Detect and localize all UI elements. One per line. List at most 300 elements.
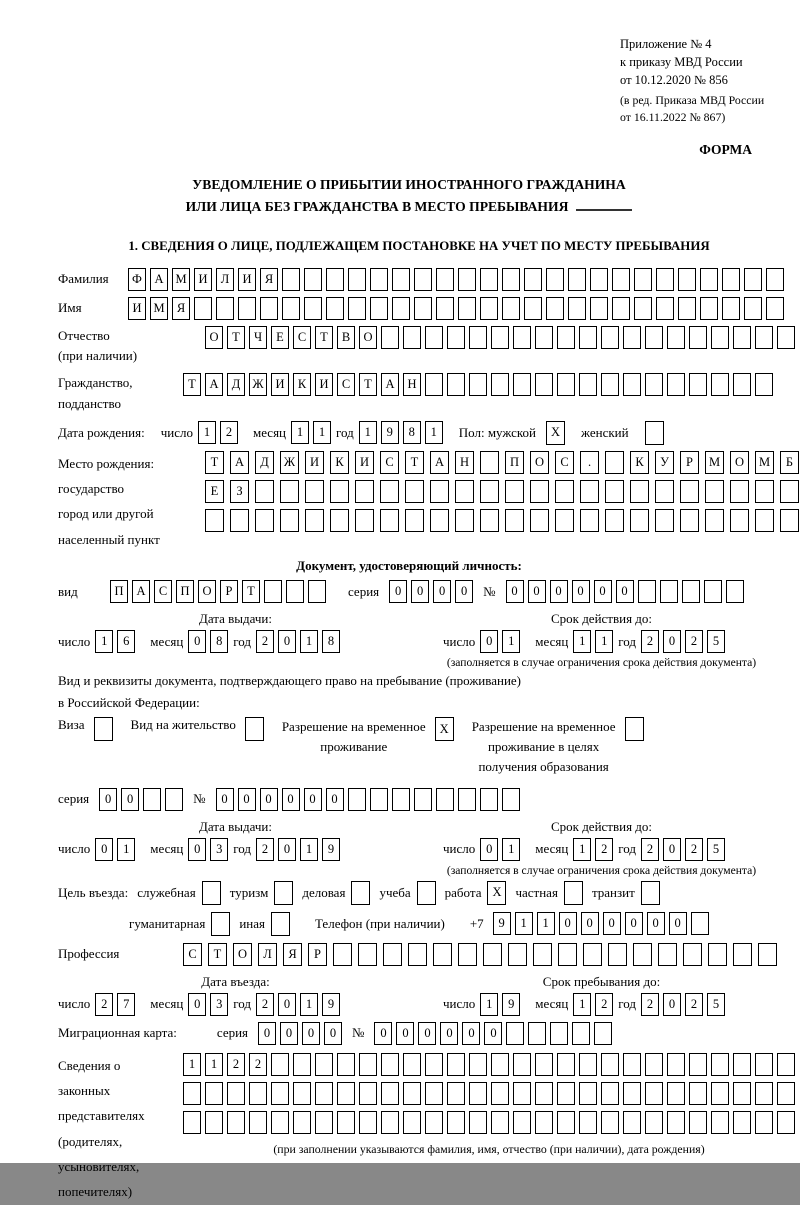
char-box[interactable]: [733, 943, 752, 966]
char-box[interactable]: 0: [480, 630, 498, 653]
temp-residence-checkbox[interactable]: X: [435, 717, 454, 741]
char-box[interactable]: [458, 788, 476, 811]
char-box[interactable]: С: [154, 580, 172, 603]
char-box[interactable]: [744, 297, 762, 320]
char-box[interactable]: [502, 297, 520, 320]
char-box[interactable]: [458, 943, 477, 966]
char-box[interactable]: [601, 373, 619, 396]
char-box[interactable]: 8: [403, 421, 421, 444]
char-box[interactable]: Ж: [280, 451, 299, 474]
char-box[interactable]: И: [305, 451, 324, 474]
char-box[interactable]: 9: [493, 912, 511, 935]
purpose-private-checkbox[interactable]: [564, 881, 583, 905]
char-box[interactable]: [381, 1082, 399, 1105]
char-box[interactable]: И: [355, 451, 374, 474]
char-box[interactable]: [780, 480, 799, 503]
char-box[interactable]: [689, 1053, 707, 1076]
char-box[interactable]: [355, 480, 374, 503]
char-box[interactable]: [667, 373, 685, 396]
char-box[interactable]: [733, 1053, 751, 1076]
char-box[interactable]: [330, 480, 349, 503]
char-box[interactable]: [447, 326, 465, 349]
char-box[interactable]: [535, 1082, 553, 1105]
char-box[interactable]: Е: [271, 326, 289, 349]
char-box[interactable]: 0: [304, 788, 322, 811]
char-box[interactable]: [380, 509, 399, 532]
char-box[interactable]: [392, 297, 410, 320]
char-box[interactable]: [381, 1053, 399, 1076]
char-box[interactable]: С: [555, 451, 574, 474]
char-box[interactable]: 0: [663, 993, 681, 1016]
char-box[interactable]: 5: [707, 630, 725, 653]
char-box[interactable]: [645, 1082, 663, 1105]
char-box[interactable]: [535, 1111, 553, 1134]
char-box[interactable]: [430, 480, 449, 503]
char-box[interactable]: [205, 1111, 223, 1134]
char-box[interactable]: [458, 268, 476, 291]
char-box[interactable]: [414, 788, 432, 811]
char-box[interactable]: [605, 480, 624, 503]
char-box[interactable]: [726, 580, 744, 603]
char-box[interactable]: [580, 509, 599, 532]
char-box[interactable]: [403, 326, 421, 349]
char-box[interactable]: 9: [381, 421, 399, 444]
char-box[interactable]: [425, 1053, 443, 1076]
char-box[interactable]: [436, 788, 454, 811]
char-box[interactable]: [255, 509, 274, 532]
char-box[interactable]: [601, 1082, 619, 1105]
char-box[interactable]: [711, 1111, 729, 1134]
char-box[interactable]: [315, 1053, 333, 1076]
char-box[interactable]: [293, 1082, 311, 1105]
char-box[interactable]: [601, 1053, 619, 1076]
char-box[interactable]: [403, 1053, 421, 1076]
char-box[interactable]: [689, 326, 707, 349]
char-box[interactable]: [513, 1082, 531, 1105]
char-box[interactable]: [308, 580, 326, 603]
char-box[interactable]: 0: [278, 993, 296, 1016]
char-box[interactable]: 1: [573, 630, 591, 653]
char-box[interactable]: А: [381, 373, 399, 396]
char-box[interactable]: Т: [242, 580, 260, 603]
char-box[interactable]: Т: [183, 373, 201, 396]
char-box[interactable]: И: [315, 373, 333, 396]
char-box[interactable]: [381, 1111, 399, 1134]
char-box[interactable]: [305, 480, 324, 503]
char-box[interactable]: О: [359, 326, 377, 349]
char-box[interactable]: 0: [594, 580, 612, 603]
char-box[interactable]: 0: [647, 912, 665, 935]
char-box[interactable]: О: [233, 943, 252, 966]
char-box[interactable]: 0: [396, 1022, 414, 1045]
char-box[interactable]: 9: [502, 993, 520, 1016]
char-box[interactable]: 1: [573, 838, 591, 861]
char-box[interactable]: [546, 297, 564, 320]
char-box[interactable]: [383, 943, 402, 966]
char-box[interactable]: [305, 509, 324, 532]
char-box[interactable]: Р: [220, 580, 238, 603]
purpose-tourism-checkbox[interactable]: [274, 881, 293, 905]
char-box[interactable]: [333, 943, 352, 966]
char-box[interactable]: [348, 268, 366, 291]
char-box[interactable]: [630, 509, 649, 532]
char-box[interactable]: [271, 1111, 289, 1134]
char-box[interactable]: [708, 943, 727, 966]
char-box[interactable]: 0: [506, 580, 524, 603]
char-box[interactable]: Я: [283, 943, 302, 966]
char-box[interactable]: [506, 1022, 524, 1045]
char-box[interactable]: [608, 943, 627, 966]
char-box[interactable]: [508, 943, 527, 966]
char-box[interactable]: [469, 1053, 487, 1076]
char-box[interactable]: 0: [418, 1022, 436, 1045]
char-box[interactable]: И: [238, 268, 256, 291]
char-box[interactable]: [601, 326, 619, 349]
char-box[interactable]: 1: [502, 838, 520, 861]
char-box[interactable]: 2: [256, 838, 274, 861]
char-box[interactable]: [658, 943, 677, 966]
char-box[interactable]: 1: [198, 421, 216, 444]
char-box[interactable]: [359, 1082, 377, 1105]
char-box[interactable]: [579, 1082, 597, 1105]
char-box[interactable]: [513, 373, 531, 396]
char-box[interactable]: Н: [403, 373, 421, 396]
char-box[interactable]: 0: [581, 912, 599, 935]
char-box[interactable]: 1: [291, 421, 309, 444]
char-box[interactable]: [271, 1053, 289, 1076]
char-box[interactable]: [165, 788, 183, 811]
char-box[interactable]: К: [330, 451, 349, 474]
char-box[interactable]: М: [705, 451, 724, 474]
char-box[interactable]: [711, 326, 729, 349]
char-box[interactable]: [655, 480, 674, 503]
char-box[interactable]: Т: [208, 943, 227, 966]
char-box[interactable]: С: [293, 326, 311, 349]
char-box[interactable]: [480, 297, 498, 320]
char-box[interactable]: [230, 509, 249, 532]
char-box[interactable]: 1: [95, 630, 113, 653]
char-box[interactable]: [558, 943, 577, 966]
char-box[interactable]: [513, 1111, 531, 1134]
char-box[interactable]: [678, 268, 696, 291]
char-box[interactable]: [579, 326, 597, 349]
char-box[interactable]: [505, 509, 524, 532]
char-box[interactable]: [705, 480, 724, 503]
char-box[interactable]: 6: [117, 630, 135, 653]
char-box[interactable]: [557, 1053, 575, 1076]
char-box[interactable]: [755, 373, 773, 396]
char-box[interactable]: [546, 268, 564, 291]
char-box[interactable]: [524, 297, 542, 320]
char-box[interactable]: 1: [205, 1053, 223, 1076]
char-box[interactable]: 0: [278, 838, 296, 861]
char-box[interactable]: 1: [537, 912, 555, 935]
char-box[interactable]: [638, 580, 656, 603]
char-box[interactable]: [656, 297, 674, 320]
char-box[interactable]: [282, 268, 300, 291]
char-box[interactable]: [491, 326, 509, 349]
char-box[interactable]: 0: [188, 630, 206, 653]
char-box[interactable]: 1: [117, 838, 135, 861]
char-box[interactable]: [660, 580, 678, 603]
char-box[interactable]: [447, 1111, 465, 1134]
char-box[interactable]: [260, 297, 278, 320]
char-box[interactable]: [634, 268, 652, 291]
char-box[interactable]: [433, 943, 452, 966]
char-box[interactable]: Т: [405, 451, 424, 474]
char-box[interactable]: [733, 373, 751, 396]
char-box[interactable]: [579, 1111, 597, 1134]
char-box[interactable]: [704, 580, 722, 603]
char-box[interactable]: О: [198, 580, 216, 603]
char-box[interactable]: [705, 509, 724, 532]
char-box[interactable]: 3: [210, 993, 228, 1016]
char-box[interactable]: П: [110, 580, 128, 603]
purpose-humanitarian-checkbox[interactable]: [211, 912, 230, 936]
sex-male-checkbox[interactable]: X: [546, 421, 565, 445]
char-box[interactable]: [358, 943, 377, 966]
char-box[interactable]: [480, 268, 498, 291]
char-box[interactable]: 0: [282, 788, 300, 811]
char-box[interactable]: [755, 480, 774, 503]
char-box[interactable]: 2: [685, 630, 703, 653]
char-box[interactable]: [555, 480, 574, 503]
char-box[interactable]: З: [230, 480, 249, 503]
char-box[interactable]: А: [132, 580, 150, 603]
char-box[interactable]: 2: [641, 630, 659, 653]
char-box[interactable]: О: [205, 326, 223, 349]
char-box[interactable]: П: [505, 451, 524, 474]
char-box[interactable]: [286, 580, 304, 603]
char-box[interactable]: [755, 1053, 773, 1076]
char-box[interactable]: [601, 1111, 619, 1134]
char-box[interactable]: 0: [433, 580, 451, 603]
char-box[interactable]: Б: [780, 451, 799, 474]
char-box[interactable]: [680, 480, 699, 503]
char-box[interactable]: [780, 509, 799, 532]
char-box[interactable]: 2: [595, 993, 613, 1016]
char-box[interactable]: 0: [188, 838, 206, 861]
char-box[interactable]: [436, 268, 454, 291]
char-box[interactable]: [667, 1053, 685, 1076]
char-box[interactable]: С: [337, 373, 355, 396]
char-box[interactable]: [722, 297, 740, 320]
char-box[interactable]: [594, 1022, 612, 1045]
char-box[interactable]: [469, 1111, 487, 1134]
char-box[interactable]: [730, 509, 749, 532]
char-box[interactable]: [505, 480, 524, 503]
char-box[interactable]: [205, 1082, 223, 1105]
char-box[interactable]: [143, 788, 161, 811]
char-box[interactable]: [758, 943, 777, 966]
char-box[interactable]: [480, 509, 499, 532]
char-box[interactable]: 7: [117, 993, 135, 1016]
char-box[interactable]: [513, 1053, 531, 1076]
char-box[interactable]: [183, 1111, 201, 1134]
char-box[interactable]: [755, 1082, 773, 1105]
char-box[interactable]: 0: [480, 838, 498, 861]
char-box[interactable]: 0: [95, 838, 113, 861]
char-box[interactable]: [645, 326, 663, 349]
char-box[interactable]: [455, 509, 474, 532]
char-box[interactable]: [689, 1082, 707, 1105]
char-box[interactable]: [491, 373, 509, 396]
char-box[interactable]: Т: [205, 451, 224, 474]
char-box[interactable]: [689, 373, 707, 396]
char-box[interactable]: [255, 480, 274, 503]
char-box[interactable]: [326, 297, 344, 320]
char-box[interactable]: [502, 788, 520, 811]
char-box[interactable]: А: [230, 451, 249, 474]
char-box[interactable]: 0: [188, 993, 206, 1016]
char-box[interactable]: [579, 373, 597, 396]
char-box[interactable]: Н: [455, 451, 474, 474]
char-box[interactable]: [755, 326, 773, 349]
char-box[interactable]: [700, 297, 718, 320]
char-box[interactable]: 0: [258, 1022, 276, 1045]
char-box[interactable]: [405, 509, 424, 532]
char-box[interactable]: О: [530, 451, 549, 474]
char-box[interactable]: П: [176, 580, 194, 603]
char-box[interactable]: [711, 1053, 729, 1076]
char-box[interactable]: 0: [389, 580, 407, 603]
char-box[interactable]: [392, 788, 410, 811]
char-box[interactable]: 1: [595, 630, 613, 653]
char-box[interactable]: [777, 1082, 795, 1105]
char-box[interactable]: 0: [121, 788, 139, 811]
char-box[interactable]: 0: [603, 912, 621, 935]
char-box[interactable]: [264, 580, 282, 603]
char-box[interactable]: [680, 509, 699, 532]
char-box[interactable]: [491, 1053, 509, 1076]
purpose-other-checkbox[interactable]: [271, 912, 290, 936]
char-box[interactable]: [447, 1053, 465, 1076]
char-box[interactable]: [568, 268, 586, 291]
char-box[interactable]: [766, 297, 784, 320]
char-box[interactable]: [555, 509, 574, 532]
char-box[interactable]: 2: [256, 993, 274, 1016]
char-box[interactable]: 3: [210, 838, 228, 861]
char-box[interactable]: [689, 1111, 707, 1134]
char-box[interactable]: .: [580, 451, 599, 474]
char-box[interactable]: [405, 480, 424, 503]
char-box[interactable]: [700, 268, 718, 291]
char-box[interactable]: [414, 268, 432, 291]
char-box[interactable]: К: [630, 451, 649, 474]
char-box[interactable]: А: [430, 451, 449, 474]
char-box[interactable]: [337, 1053, 355, 1076]
char-box[interactable]: О: [730, 451, 749, 474]
char-box[interactable]: [380, 480, 399, 503]
purpose-transit-checkbox[interactable]: [641, 881, 660, 905]
char-box[interactable]: [530, 480, 549, 503]
char-box[interactable]: 0: [625, 912, 643, 935]
char-box[interactable]: 8: [210, 630, 228, 653]
char-box[interactable]: 0: [302, 1022, 320, 1045]
char-box[interactable]: [227, 1082, 245, 1105]
char-box[interactable]: 1: [183, 1053, 201, 1076]
char-box[interactable]: [730, 480, 749, 503]
char-box[interactable]: И: [194, 268, 212, 291]
char-box[interactable]: [535, 326, 553, 349]
char-box[interactable]: [711, 373, 729, 396]
char-box[interactable]: 2: [227, 1053, 245, 1076]
char-box[interactable]: [282, 297, 300, 320]
char-box[interactable]: [623, 1111, 641, 1134]
char-box[interactable]: 0: [559, 912, 577, 935]
char-box[interactable]: 0: [663, 630, 681, 653]
char-box[interactable]: Д: [227, 373, 245, 396]
char-box[interactable]: [630, 480, 649, 503]
char-box[interactable]: [683, 943, 702, 966]
char-box[interactable]: 1: [300, 993, 318, 1016]
char-box[interactable]: [455, 480, 474, 503]
char-box[interactable]: [381, 326, 399, 349]
char-box[interactable]: [227, 1111, 245, 1134]
char-box[interactable]: [425, 1111, 443, 1134]
char-box[interactable]: [330, 509, 349, 532]
char-box[interactable]: [667, 326, 685, 349]
char-box[interactable]: 0: [238, 788, 256, 811]
char-box[interactable]: 0: [572, 580, 590, 603]
char-box[interactable]: 1: [515, 912, 533, 935]
char-box[interactable]: [733, 1111, 751, 1134]
char-box[interactable]: 2: [641, 838, 659, 861]
char-box[interactable]: [755, 1111, 773, 1134]
char-box[interactable]: [249, 1111, 267, 1134]
char-box[interactable]: [557, 326, 575, 349]
char-box[interactable]: 2: [641, 993, 659, 1016]
char-box[interactable]: [425, 1082, 443, 1105]
char-box[interactable]: 0: [440, 1022, 458, 1045]
char-box[interactable]: К: [293, 373, 311, 396]
char-box[interactable]: [304, 268, 322, 291]
char-box[interactable]: [447, 373, 465, 396]
char-box[interactable]: 0: [462, 1022, 480, 1045]
char-box[interactable]: [667, 1082, 685, 1105]
char-box[interactable]: Л: [216, 268, 234, 291]
char-box[interactable]: [633, 943, 652, 966]
char-box[interactable]: [583, 943, 602, 966]
char-box[interactable]: 1: [300, 838, 318, 861]
char-box[interactable]: Я: [260, 268, 278, 291]
char-box[interactable]: Ф: [128, 268, 146, 291]
char-box[interactable]: [469, 373, 487, 396]
char-box[interactable]: [370, 788, 388, 811]
char-box[interactable]: 1: [300, 630, 318, 653]
char-box[interactable]: [491, 1082, 509, 1105]
residence-permit-checkbox[interactable]: [245, 717, 264, 741]
char-box[interactable]: [590, 297, 608, 320]
char-box[interactable]: [590, 268, 608, 291]
char-box[interactable]: [656, 268, 674, 291]
char-box[interactable]: [634, 297, 652, 320]
char-box[interactable]: [425, 373, 443, 396]
char-box[interactable]: 0: [278, 630, 296, 653]
visa-checkbox[interactable]: [94, 717, 113, 741]
char-box[interactable]: [691, 912, 709, 935]
char-box[interactable]: 0: [260, 788, 278, 811]
char-box[interactable]: 2: [249, 1053, 267, 1076]
char-box[interactable]: [645, 1053, 663, 1076]
char-box[interactable]: [315, 1082, 333, 1105]
char-box[interactable]: Я: [172, 297, 190, 320]
char-box[interactable]: [605, 509, 624, 532]
char-box[interactable]: [359, 1111, 377, 1134]
char-box[interactable]: [612, 297, 630, 320]
char-box[interactable]: [480, 480, 499, 503]
char-box[interactable]: [469, 326, 487, 349]
